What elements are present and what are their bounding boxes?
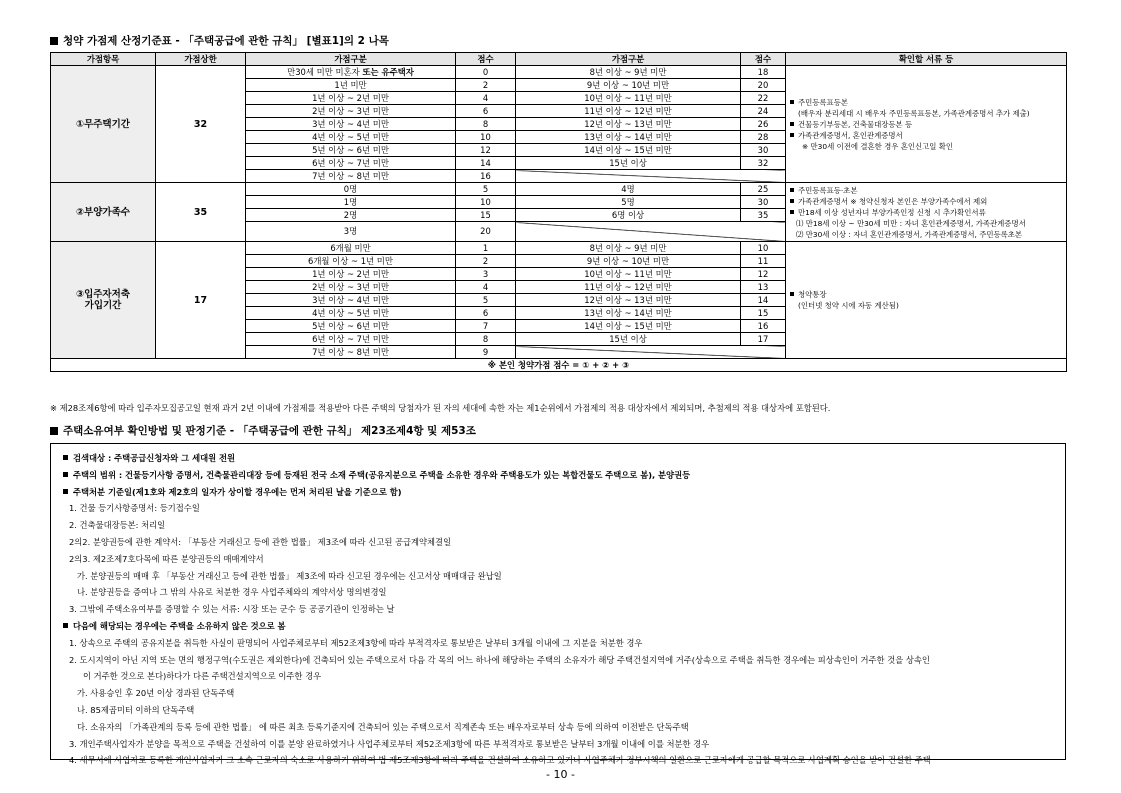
score-right: 30 (741, 196, 786, 209)
total-row (51, 359, 1067, 372)
criteria-right: 5명 (516, 196, 741, 209)
total-score-formula: ※ 본인 청약가점 점수 = ① + ② + ③ (51, 359, 1067, 372)
list-item: 검색대상 : 주택공급신청자와 그 세대원 전원 (63, 450, 1057, 467)
category-name: ①무주택기간 (51, 66, 156, 183)
criteria-right: 10년 이상 ~ 11년 미만 (516, 92, 741, 105)
criteria-right: 10년 이상 ~ 11년 미만 (516, 268, 741, 281)
score-right: 10 (741, 242, 786, 255)
criteria-right: 14년 이상 ~ 15년 미만 (516, 144, 741, 157)
header-cell: 가점항목 (51, 53, 156, 66)
score-left: 5 (456, 294, 516, 307)
score-right: 25 (741, 183, 786, 196)
score-right: 22 (741, 92, 786, 105)
criteria-right: 11년 이상 ~ 12년 미만 (516, 281, 741, 294)
footnote: ※ 제28조제6항에 따라 입주자모집공고일 현재 과거 2년 이내에 가점제를 적용받아 다른 주택의 당첨자가 된 자의 세대에 속한 자는 제1순위에서 가점제의 적용 대상자에서 제외되며, 추첨제의 적용 대상자에 포함된다. (50, 403, 831, 413)
score-right: 18 (741, 66, 786, 79)
score-right: 26 (741, 118, 786, 131)
criteria-left: 3명 (246, 222, 456, 242)
criteria-right: 11년 이상 ~ 12년 미만 (516, 105, 741, 118)
criteria-right: 6명 이상 (516, 209, 741, 222)
list-item: 가. 사용승인 후 20년 이상 경과된 단독주택 (77, 688, 235, 699)
list-item: 나. 85제곱미터 이하의 단독주택 (77, 704, 195, 715)
required-documents: 주민등록표등·초본 가족관계증명서 ※ 청약신청자 본인은 부양가족수에서 제외 만18세 이상 성년자녀 부양가족인정 신청 시 추가확인서류 ⑴ 만18세 이상 ~ 만30세 미만 : 자녀 혼인관계증명서, 가족관계증명서 ⑵ 만30세 이상 : 자녀 혼인관계증명서, 가족관계증명서, 주민등록초본 (786, 183, 1067, 242)
required-documents: 주민등록표등본 (배우자 분리세대 시 배우자 주민등록표등본, 가족관계증명서 추가 제출) 건물등기부등본, 건축물대장등본 등 가족관계증명서, 혼인관계증명서 ※ 만30세 이전에 결혼한 경우 혼인신고일 확인 (786, 66, 1067, 183)
score-left: 10 (456, 196, 516, 209)
empty-diagonal-cell (516, 170, 786, 183)
score-left: 9 (456, 346, 516, 359)
table-row (51, 183, 1067, 196)
score-right: 20 (741, 79, 786, 92)
list-item: 1. 상속으로 주택의 공유지분을 취득한 사실이 판명되어 사업주체로부터 제52조제3항에 따라 부적격자로 통보받은 날부터 3개월 이내에 그 지분을 처분한 경우 (69, 637, 643, 648)
criteria-left: 6년 이상 ~ 7년 미만 (246, 157, 456, 170)
criteria-right: 15년 이상 (516, 157, 741, 170)
criteria-left: 5년 이상 ~ 6년 미만 (246, 320, 456, 333)
score-left: 5 (456, 183, 516, 196)
criteria-right: 9년 이상 ~ 10년 미만 (516, 255, 741, 268)
score-left: 7 (456, 320, 516, 333)
page-number: - 10 - (546, 768, 575, 781)
score-left: 10 (456, 131, 516, 144)
empty-diagonal-cell (516, 222, 786, 242)
list-item: 3. 그밖에 주택소유여부를 증명할 수 있는 서류: 시장 또는 군수 등 공공기관이 인정하는 날 (69, 604, 395, 615)
score-right: 35 (741, 209, 786, 222)
score-left: 1 (456, 242, 516, 255)
score-right: 15 (741, 307, 786, 320)
score-left: 15 (456, 209, 516, 222)
category-name: ③입주자저축 가입기간 (51, 242, 156, 359)
criteria-right: 14년 이상 ~ 15년 미만 (516, 320, 741, 333)
list-item: 이 거주한 것으로 본다)하다가 다른 주택건설지역으로 이주한 경우 (83, 671, 322, 682)
score-right: 32 (741, 157, 786, 170)
criteria-right: 9년 이상 ~ 10년 미만 (516, 79, 741, 92)
list-item: 주택의 범위 : 건물등기사항 증명서, 건축물관리대장 등에 등재된 전국 소재 주택(공유지분으로 주택을 소유한 경우와 주택용도가 있는 복합건물도 주택으로 봄), 분양권등 (63, 467, 1057, 484)
criteria-right: 13년 이상 ~ 14년 미만 (516, 307, 741, 320)
criteria-left: 1년 미만 (246, 79, 456, 92)
list-item: 가. 분양권등의 매매 후 「부동산 거래신고 등에 관한 법률」 제3조에 따라 신고된 경우에는 신고서상 매매대금 완납일 (77, 570, 502, 581)
header-cell: 점수 (741, 53, 786, 66)
score-right: 12 (741, 268, 786, 281)
empty-diagonal-cell (516, 346, 786, 359)
bullet-square-icon (790, 210, 794, 214)
criteria-left: 6개월 이상 ~ 1년 미만 (246, 255, 456, 268)
criteria-right: 13년 이상 ~ 14년 미만 (516, 131, 741, 144)
list-item: 1. 건물 등기사항증명서: 등기접수일 (69, 503, 200, 514)
category-limit: 32 (156, 66, 246, 183)
bullet-square-icon (63, 623, 68, 628)
criteria-left: 2년 이상 ~ 3년 미만 (246, 281, 456, 294)
bullet-square-icon (790, 188, 794, 192)
category-no-house-period (51, 66, 1067, 183)
score-left: 8 (456, 118, 516, 131)
score-right: 30 (741, 144, 786, 157)
category-savings-period (51, 242, 1067, 359)
score-left: 3 (456, 268, 516, 281)
criteria-right: 8년 이상 ~ 9년 미만 (516, 242, 741, 255)
bullet-square-icon (790, 292, 794, 296)
category-name: ②부양가족수 (51, 183, 156, 242)
criteria-right: 15년 이상 (516, 333, 741, 346)
bullet-square-icon (790, 133, 794, 137)
list-item: 다음에 해당되는 경우에는 주택을 소유하지 않은 것으로 봄 (63, 618, 1057, 635)
table-header-row (51, 53, 1067, 66)
score-right: 11 (741, 255, 786, 268)
list-item: 2의2. 분양권등에 관한 계약서: 「부동산 거래신고 등에 관한 법률」 제3조에 따라 신고된 공급계약체결일 (69, 536, 452, 547)
criteria-left: 2명 (246, 209, 456, 222)
criteria-left: 5년 이상 ~ 6년 미만 (246, 144, 456, 157)
score-left: 14 (456, 157, 516, 170)
criteria-right: 8년 이상 ~ 9년 미만 (516, 66, 741, 79)
score-left: 20 (456, 222, 516, 242)
score-left: 16 (456, 170, 516, 183)
criteria-left: 1년 이상 ~ 2년 미만 (246, 92, 456, 105)
list-item: 나. 분양권등을 증여나 그 밖의 사유로 처분한 경우 사업주체와의 계약서상 명의변경일 (77, 587, 387, 598)
category-dependents (51, 183, 1067, 242)
criteria-right: 12년 이상 ~ 13년 미만 (516, 118, 741, 131)
bullet-square-icon (50, 37, 58, 45)
score-criteria-table (50, 52, 1067, 372)
score-left: 2 (456, 79, 516, 92)
score-right: 13 (741, 281, 786, 294)
criteria-left: 4년 이상 ~ 5년 미만 (246, 307, 456, 320)
list-item: 2. 건축물대장등본: 처리일 (69, 520, 166, 531)
criteria-left: 3년 이상 ~ 4년 미만 (246, 118, 456, 131)
score-left: 6 (456, 307, 516, 320)
criteria-left: 2년 이상 ~ 3년 미만 (246, 105, 456, 118)
criteria-left: 4년 이상 ~ 5년 미만 (246, 131, 456, 144)
category-limit: 17 (156, 242, 246, 359)
score-right: 16 (741, 320, 786, 333)
score-left: 12 (456, 144, 516, 157)
required-documents: 청약통장 (인터넷 청약 시에 자동 계산됨) (786, 242, 1067, 359)
criteria-left: 3년 이상 ~ 4년 미만 (246, 294, 456, 307)
bullet-square-icon (790, 100, 794, 104)
bullet-square-icon (790, 122, 794, 126)
score-left: 0 (456, 66, 516, 79)
list-item: 4. 세무서에 사업자로 등록한 개인사업자가 그 소속 근로자의 숙소로 사용하기 위하여 법 제5조제3항에 따라 주택을 건설하여 소유하고 있거나 사업주체가 정부시책의 일환으로 근로자에게 공급할 목적으로 사업계획 승인을 받아 건설한 주택 (69, 755, 931, 766)
bullet-square-icon (50, 427, 58, 435)
table-row (51, 66, 1067, 79)
table-row (51, 242, 1067, 255)
score-left: 2 (456, 255, 516, 268)
criteria-left: 6개월 미만 (246, 242, 456, 255)
ownership-criteria-box (50, 443, 1066, 766)
list-item: 3. 개인주택사업자가 분양을 목적으로 주택을 건설하여 이를 분양 완료하였거나 사업주체로부터 제52조제3항에 따른 부적격자로 통보받은 날부터 3개월 이내에 이를 처분한 경우 (69, 738, 710, 749)
section-title-ownership: 주택소유여부 확인방법 및 판정기준 - 「주택공급에 관한 규칙」 제23조제4항 및 제53조 (50, 423, 476, 438)
score-left: 4 (456, 281, 516, 294)
score-right: 24 (741, 105, 786, 118)
list-item: 주택처분 기준일(제1호와 제2호의 일자가 상이할 경우에는 먼저 처리된 날을 기준으로 함) (63, 484, 1057, 501)
header-cell: 가점구분 (516, 53, 741, 66)
header-cell: 점수 (456, 53, 516, 66)
list-item: 다. 소유자의 「가족관계의 등록 등에 관한 법률」 에 따른 최초 등록기준지에 건축되어 있는 주택으로서 직계존속 또는 배우자로부터 상속 등에 의하여 이전받은 단독주택 (77, 721, 689, 732)
criteria-left: 1년 이상 ~ 2년 미만 (246, 268, 456, 281)
score-left: 4 (456, 92, 516, 105)
criteria-left: 만30세 미만 미혼자 또는 유주택자 (246, 66, 456, 79)
score-right: 28 (741, 131, 786, 144)
header-cell: 가점상한 (156, 53, 246, 66)
bullet-square-icon (790, 199, 794, 203)
header-cell: 가점구분 (246, 53, 456, 66)
criteria-left: 7년 이상 ~ 8년 미만 (246, 346, 456, 359)
score-left: 6 (456, 105, 516, 118)
category-limit: 35 (156, 183, 246, 242)
criteria-right: 12년 이상 ~ 13년 미만 (516, 294, 741, 307)
bullet-square-icon (63, 489, 68, 494)
criteria-left: 6년 이상 ~ 7년 미만 (246, 333, 456, 346)
criteria-right: 4명 (516, 183, 741, 196)
list-item: 2. 도시지역이 아닌 지역 또는 면의 행정구역(수도권은 제외한다)에 건축되어 있는 주택으로서 다음 각 목의 어느 하나에 해당하는 주택의 소유자가 해당 주택건설지역에 거주(상속으로 주택을 취득한 경우에는 피상속인이 거주한 것을 상속인 (69, 654, 930, 665)
bullet-square-icon (63, 472, 68, 477)
criteria-left: 0명 (246, 183, 456, 196)
score-left: 8 (456, 333, 516, 346)
bullet-square-icon (63, 455, 68, 460)
header-cell: 확인할 서류 등 (786, 53, 1067, 66)
score-right: 14 (741, 294, 786, 307)
score-right: 17 (741, 333, 786, 346)
criteria-left: 7년 이상 ~ 8년 미만 (246, 170, 456, 183)
section-title-score-table: 청약 가점제 산정기준표 - 「주택공급에 관한 규칙」 [별표1]의 2 나목 (50, 33, 389, 48)
criteria-left: 1명 (246, 196, 456, 209)
list-item: 2의3. 제2조제7호다목에 따른 분양권등의 매매계약서 (69, 553, 264, 564)
